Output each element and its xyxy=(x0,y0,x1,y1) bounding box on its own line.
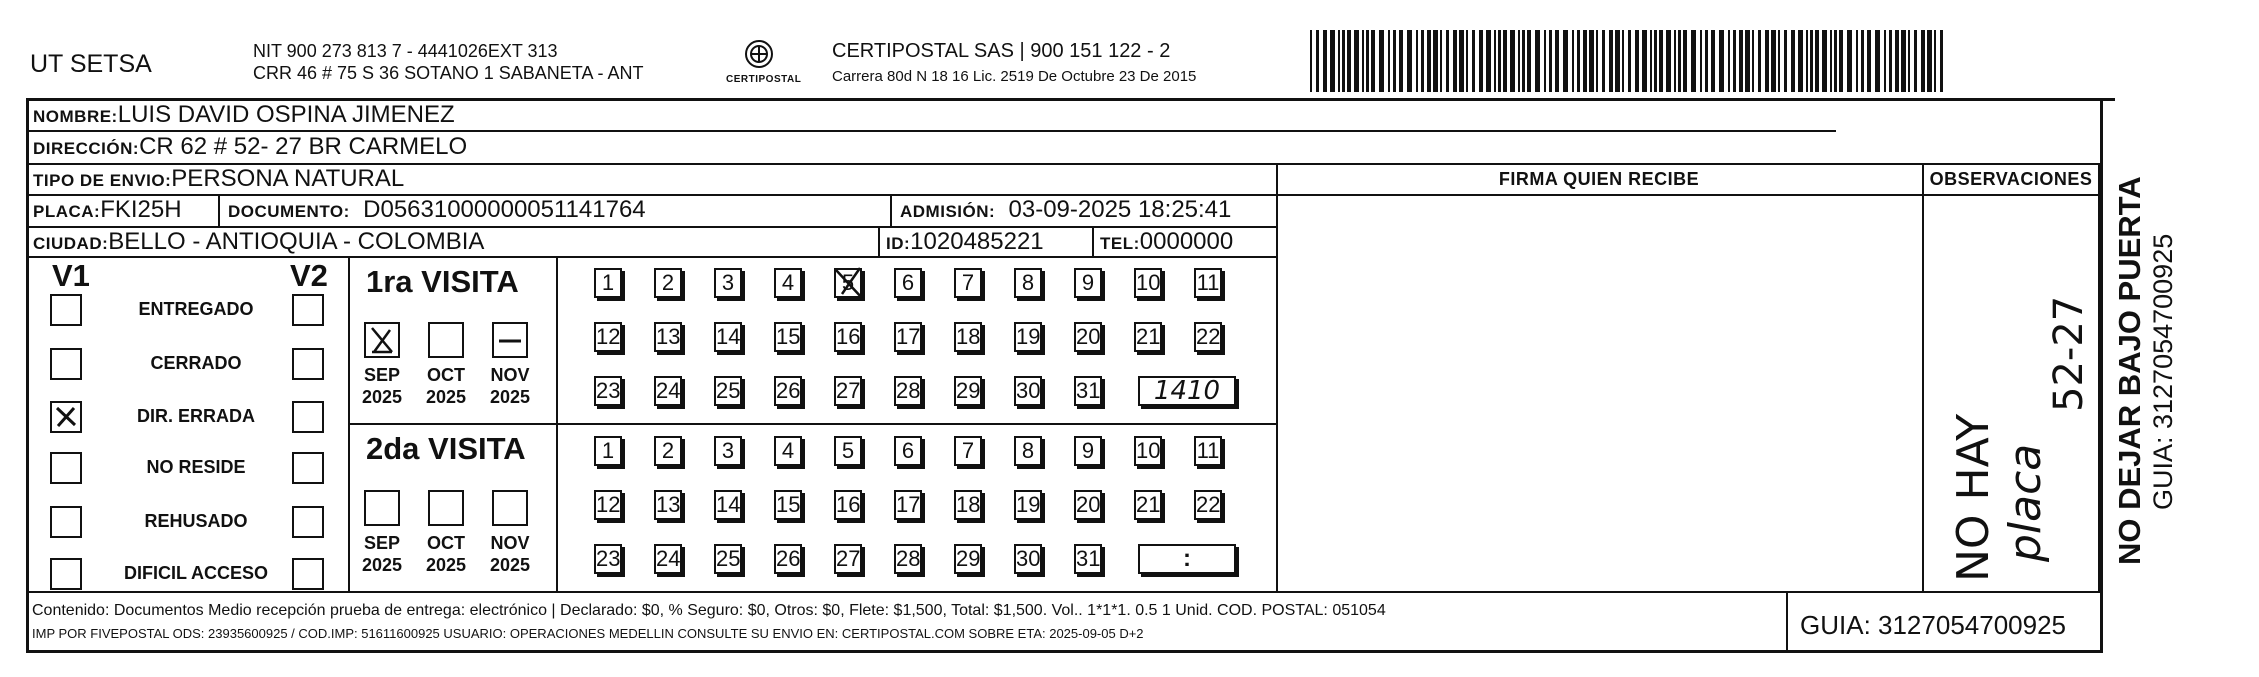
day-box[interactable]: 19 xyxy=(1014,490,1042,520)
day-box[interactable]: 7 xyxy=(954,268,982,298)
logo-text: CERTIPOSTAL xyxy=(726,74,802,85)
id-divider xyxy=(878,226,880,256)
documento-label: DOCUMENTO: xyxy=(228,202,350,221)
v1-checkbox[interactable] xyxy=(50,348,82,380)
col-line-firma-left xyxy=(1276,163,1278,591)
side-warning: NO DEJAR BAJO PUERTA xyxy=(2112,176,2147,565)
month-name: SEP xyxy=(363,533,401,553)
observaciones-header: OBSERVACIONES xyxy=(1929,169,2093,189)
footer-contenido: Contenido: Documentos Medio recepción prueba de entrega: electrónico | Declarado: $0, % Seguro: $0, Otros: $0, Flete: $1,500, Total: $1,500. Vol.. 1*1*1. 0.5 1 Unid. COD. POSTAL: 051054 xyxy=(32,602,1386,619)
nombre-label: NOMBRE: xyxy=(33,107,118,126)
month-checkbox[interactable] xyxy=(492,490,528,526)
footer-imp: IMP POR FIVEPOSTAL ODS: 23935600925 / COD.IMP: 51611600925 USUARIO: OPERACIONES MEDELLIN CONSULTE SU ENVIO EN: CERTIPOSTAL.COM SOBRE ETA: 2025-09-05 D+2 xyxy=(32,626,1144,641)
direccion-value: CR 62 # 52- 27 BR CARMELO xyxy=(139,133,468,160)
day-box[interactable]: 2 xyxy=(654,436,682,466)
month-name: OCT xyxy=(427,365,465,385)
time-box[interactable] xyxy=(1138,376,1236,406)
day-box[interactable]: 30 xyxy=(1014,544,1042,574)
day-box[interactable]: 25 xyxy=(714,376,742,406)
day-box[interactable]: 19 xyxy=(1014,322,1042,352)
day-box[interactable]: 24 xyxy=(654,376,682,406)
handwritten-time: 1410 xyxy=(1153,376,1221,406)
col-header-line xyxy=(1276,194,2102,196)
day-box[interactable]: 8 xyxy=(1014,436,1042,466)
day-box[interactable]: 29 xyxy=(954,376,982,406)
day-box[interactable]: 9 xyxy=(1074,436,1102,466)
day-box[interactable]: 10 xyxy=(1134,436,1162,466)
day-box[interactable]: 12 xyxy=(594,322,622,352)
status-option-label: REHUSADO xyxy=(144,511,248,531)
handwritten-note-3: 52-27 xyxy=(2046,295,2092,412)
v1-label: V1 xyxy=(52,258,90,293)
month-year: 2025 xyxy=(361,555,403,575)
day-box[interactable]: 5 xyxy=(834,268,862,298)
day-box[interactable]: 21 xyxy=(1134,490,1162,520)
day-box[interactable]: 17 xyxy=(894,322,922,352)
v1-checkbox[interactable] xyxy=(50,506,82,538)
day-box[interactable]: 27 xyxy=(834,376,862,406)
v2-checkbox[interactable] xyxy=(292,401,324,433)
documento-row xyxy=(228,196,646,226)
day-box[interactable]: 15 xyxy=(774,490,802,520)
footer-guia: GUIA: 3127054700925 xyxy=(1800,610,2066,640)
day-box[interactable]: 13 xyxy=(654,322,682,352)
day-box[interactable]: 28 xyxy=(894,376,922,406)
day-box[interactable]: 20 xyxy=(1074,322,1102,352)
day-box[interactable]: 23 xyxy=(594,544,622,574)
day-box[interactable]: 14 xyxy=(714,490,742,520)
admision-label: ADMISIÓN: xyxy=(900,202,996,221)
day-box[interactable]: 28 xyxy=(894,544,922,574)
day-box[interactable]: 23 xyxy=(594,376,622,406)
placa-value: FKI25H xyxy=(100,196,182,223)
admision-divider xyxy=(890,194,892,226)
month-checkbox[interactable] xyxy=(428,322,464,358)
month-year: 2025 xyxy=(361,387,403,407)
month-checkbox[interactable] xyxy=(428,490,464,526)
day-box[interactable]: 16 xyxy=(834,490,862,520)
day-box[interactable]: 6 xyxy=(894,436,922,466)
barcode xyxy=(1310,30,1950,92)
month-name: SEP xyxy=(363,365,401,385)
v1-checkbox[interactable] xyxy=(50,294,82,326)
day-box[interactable]: 7 xyxy=(954,436,982,466)
nombre-row xyxy=(33,101,455,131)
admision-value: 03-09-2025 18:25:41 xyxy=(1008,196,1232,223)
month-year: 2025 xyxy=(425,387,467,407)
frame-right-line xyxy=(2100,98,2103,652)
v1-checkbox[interactable] xyxy=(50,558,82,590)
col-line-obs-right xyxy=(2098,163,2100,591)
day-box[interactable]: 22 xyxy=(1194,490,1222,520)
nombre-value: LUIS DAVID OSPINA JIMENEZ xyxy=(117,101,455,128)
ciudad-row xyxy=(33,228,484,258)
day-box[interactable]: 13 xyxy=(654,490,682,520)
month-name: OCT xyxy=(427,533,465,553)
id-label: ID: xyxy=(886,234,911,253)
day-box[interactable]: 18 xyxy=(954,490,982,520)
day-box[interactable]: 20 xyxy=(1074,490,1102,520)
day-box[interactable]: 1 xyxy=(594,268,622,298)
placa-row xyxy=(33,196,182,226)
day-box[interactable]: 17 xyxy=(894,490,922,520)
visit2-title: 2da VISITA xyxy=(366,431,526,466)
col-line-obs-left xyxy=(1922,163,1924,591)
time-box[interactable] xyxy=(1138,544,1236,574)
month-name: NOV xyxy=(490,533,530,553)
day-box[interactable]: 18 xyxy=(954,322,982,352)
time-placeholder: : xyxy=(1183,545,1191,572)
day-box[interactable]: 12 xyxy=(594,490,622,520)
side-guia: GUIA: 3127054700925 xyxy=(2148,233,2178,510)
ciudad-label: CIUDAD: xyxy=(33,234,109,253)
frame-left-line xyxy=(26,98,29,652)
company-name: UT SETSA xyxy=(30,50,152,78)
day-box[interactable]: 26 xyxy=(774,376,802,406)
day-box[interactable]: 5 xyxy=(834,436,862,466)
day-box[interactable]: 31 xyxy=(1074,376,1102,406)
day-box[interactable]: 4 xyxy=(774,268,802,298)
day-box[interactable]: 16 xyxy=(834,322,862,352)
day-box[interactable]: 30 xyxy=(1014,376,1042,406)
month-year: 2025 xyxy=(489,387,531,407)
handwritten-note-1: NO HAY xyxy=(1948,413,1999,582)
day-box[interactable]: 31 xyxy=(1074,544,1102,574)
ciudad-value: BELLO - ANTIOQUIA - COLOMBIA xyxy=(108,228,485,255)
handwritten-note-2: placa xyxy=(2000,443,2051,562)
tipo-label: TIPO DE ENVIO: xyxy=(33,171,172,190)
day-box[interactable]: 15 xyxy=(774,322,802,352)
status-option-label: ENTREGADO xyxy=(138,299,254,319)
certipostal-info: CERTIPOSTAL SAS | 900 151 122 - 2 xyxy=(832,40,1171,62)
placa-divider xyxy=(218,194,220,226)
day-box[interactable]: 11 xyxy=(1194,436,1222,466)
month-year: 2025 xyxy=(489,555,531,575)
status-option-label: DIFICIL ACCESO xyxy=(123,563,268,583)
id-row xyxy=(886,228,1044,258)
tel-label: TEL: xyxy=(1100,234,1140,253)
tel-value: 0000000 xyxy=(1139,228,1234,255)
day-box[interactable]: 10 xyxy=(1134,268,1162,298)
day-box[interactable]: 6 xyxy=(894,268,922,298)
status-option-label: NO RESIDE xyxy=(146,457,246,477)
footer-guia-divider xyxy=(1786,591,1788,651)
month-checkbox[interactable] xyxy=(364,490,400,526)
day-box[interactable]: 24 xyxy=(654,544,682,574)
id-value: 1020485221 xyxy=(910,228,1044,255)
day-box[interactable]: 21 xyxy=(1134,322,1162,352)
placa-label: PLACA: xyxy=(33,202,101,221)
admision-row xyxy=(900,196,1231,226)
month-checkbox[interactable] xyxy=(364,322,400,358)
tipo-row xyxy=(33,165,404,195)
day-box[interactable]: 1 xyxy=(594,436,622,466)
tipo-value: PERSONA NATURAL xyxy=(171,165,405,192)
v2-checkbox[interactable] xyxy=(292,506,324,538)
day-box[interactable]: 2 xyxy=(654,268,682,298)
v1-checkbox[interactable] xyxy=(50,452,82,484)
month-checkbox[interactable] xyxy=(492,322,528,358)
day-box[interactable]: 26 xyxy=(774,544,802,574)
day-box[interactable]: 8 xyxy=(1014,268,1042,298)
day-box[interactable]: 22 xyxy=(1194,322,1222,352)
v2-checkbox[interactable] xyxy=(292,294,324,326)
day-box[interactable]: 4 xyxy=(774,436,802,466)
day-box[interactable]: 9 xyxy=(1074,268,1102,298)
tel-row xyxy=(1100,228,1233,258)
v2-label: V2 xyxy=(290,258,328,293)
status-option-label: DIR. ERRADA xyxy=(136,406,255,426)
visit1-title: 1ra VISITA xyxy=(366,264,519,299)
v2-checkbox[interactable] xyxy=(292,348,324,380)
direccion-label: DIRECCIÓN: xyxy=(33,139,140,158)
tel-divider xyxy=(1092,226,1094,256)
day-box[interactable]: 29 xyxy=(954,544,982,574)
v2-checkbox[interactable] xyxy=(292,452,324,484)
v2-checkbox[interactable] xyxy=(292,558,324,590)
company-address: CRR 46 # 75 S 36 SOTANO 1 SABANETA - ANT xyxy=(253,63,644,83)
visit-divider xyxy=(348,423,1276,425)
v1-checkbox[interactable] xyxy=(50,401,82,433)
certipostal-license: Carrera 80d N 18 16 Lic. 2519 De Octubre 23 De 2015 xyxy=(832,68,1197,85)
documento-value: D05631000000051141764 xyxy=(363,196,646,223)
month-name: NOV xyxy=(490,365,530,385)
company-nit: NIT 900 273 813 7 - 4441026EXT 313 xyxy=(253,41,558,61)
direccion-row xyxy=(33,133,467,163)
firma-header: FIRMA QUIEN RECIBE xyxy=(1498,169,1700,189)
frame-bottom-line xyxy=(26,650,2103,653)
day-box[interactable]: 27 xyxy=(834,544,862,574)
day-box[interactable]: 3 xyxy=(714,436,742,466)
footer-top-line xyxy=(26,591,2102,593)
status-option-label: CERRADO xyxy=(150,353,242,373)
day-box[interactable]: 11 xyxy=(1194,268,1222,298)
month-year: 2025 xyxy=(425,555,467,575)
day-box[interactable]: 25 xyxy=(714,544,742,574)
day-box[interactable]: 14 xyxy=(714,322,742,352)
day-box[interactable]: 3 xyxy=(714,268,742,298)
